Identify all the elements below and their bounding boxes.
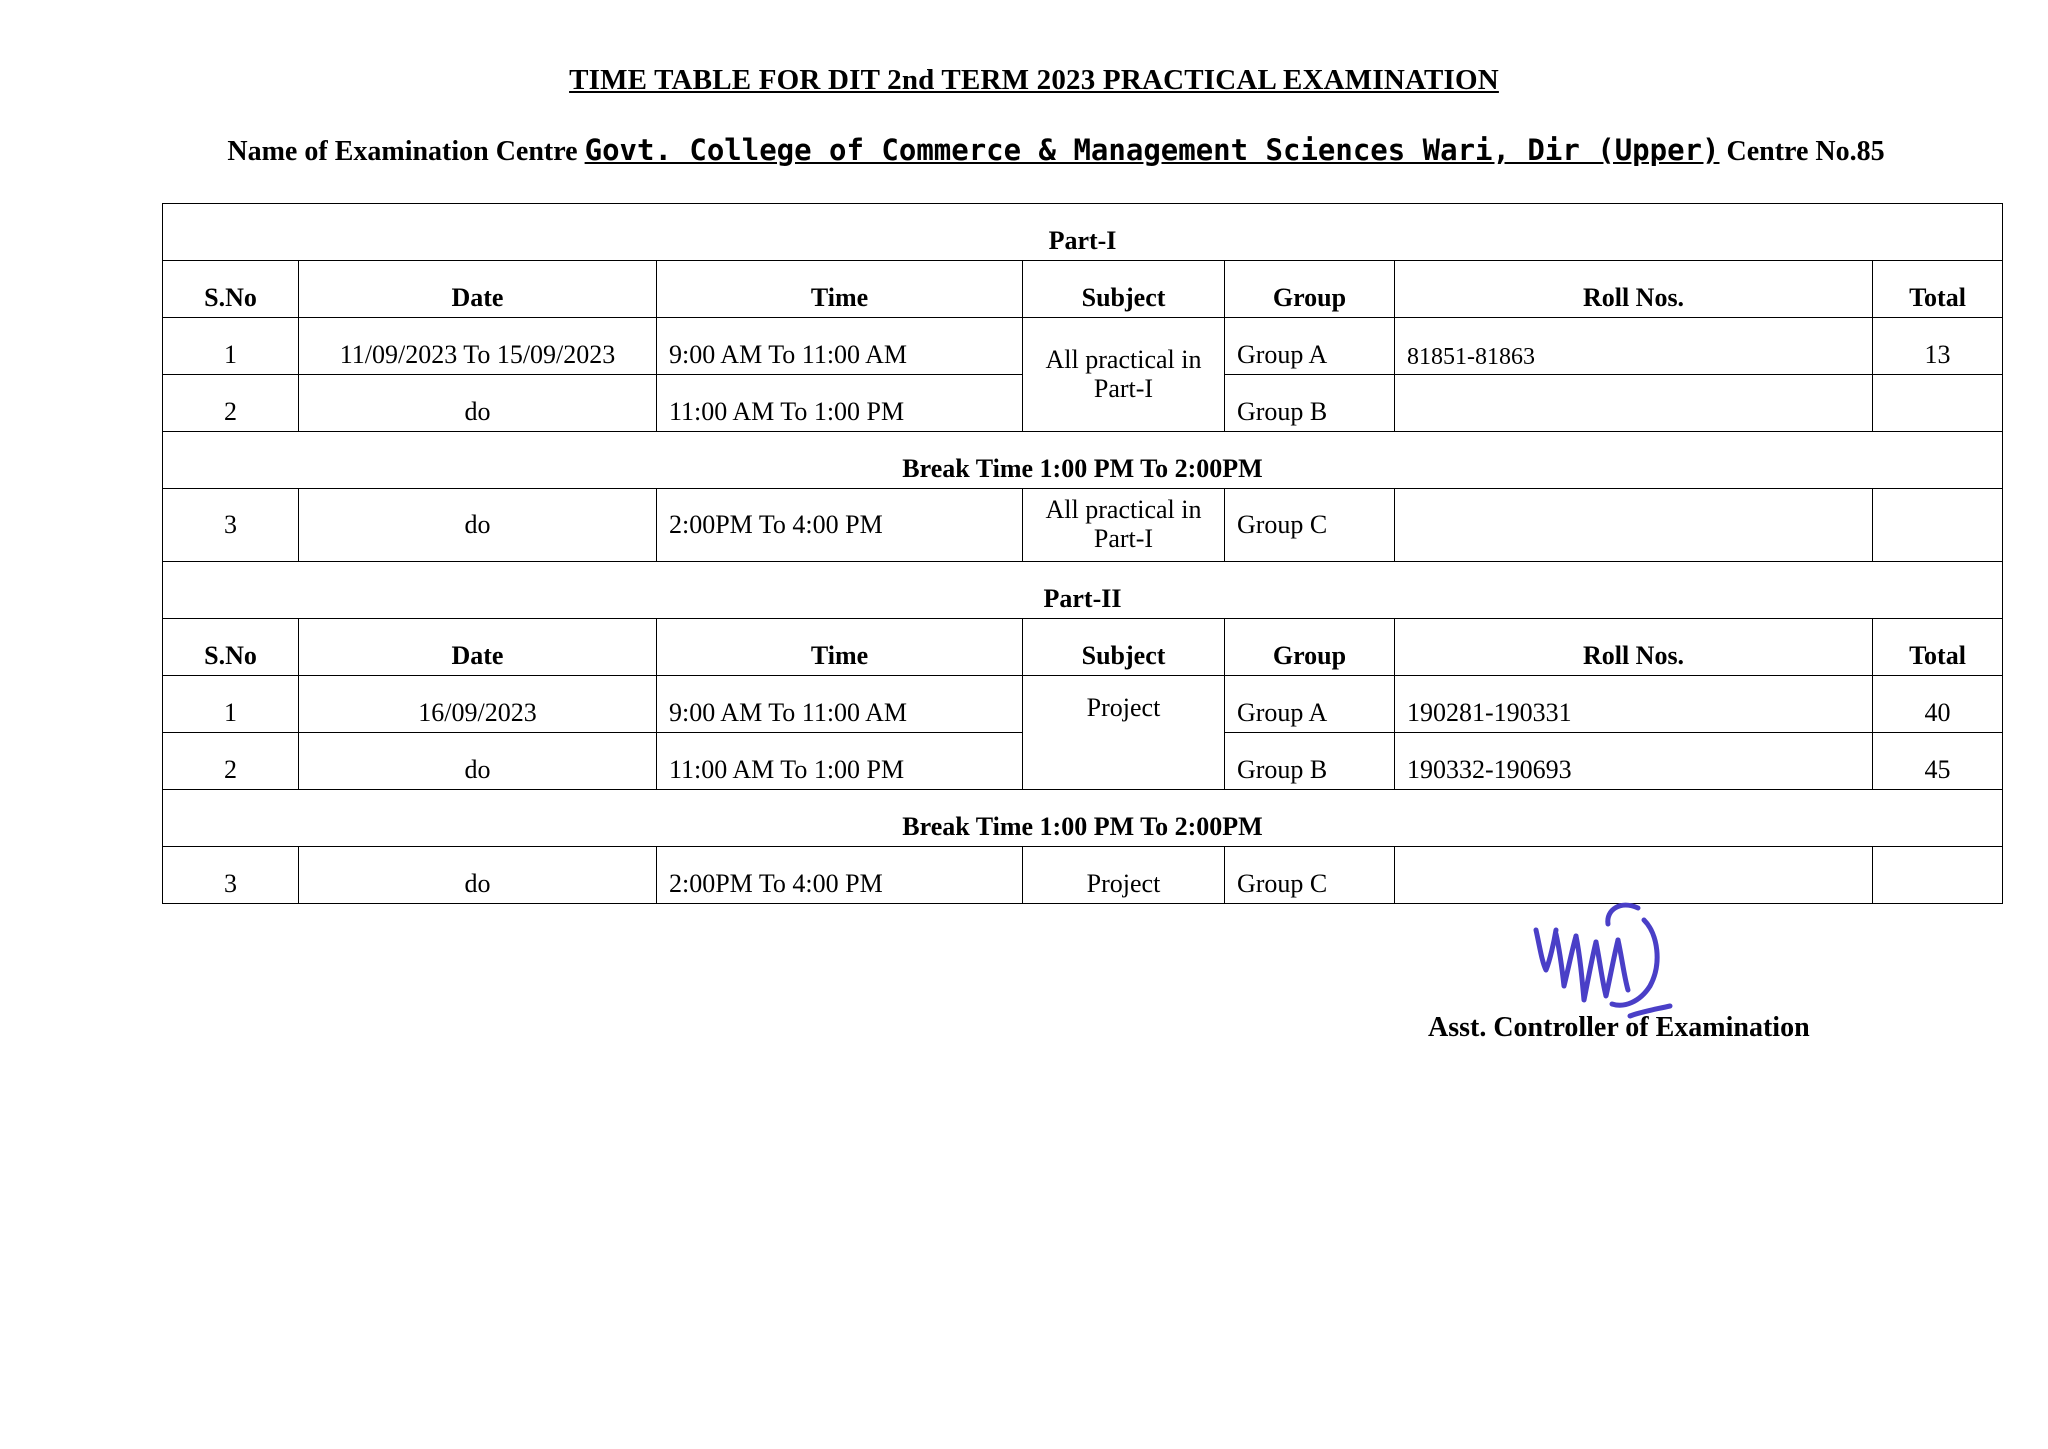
signature-mark	[1520, 890, 1700, 1030]
document-title: TIME TABLE FOR DIT 2nd TERM 2023 PRACTICAL EXAMINATION	[569, 64, 1499, 96]
cell-total	[1873, 847, 2003, 904]
col-header-roll: Roll Nos.	[1395, 261, 1873, 318]
cell-date: do	[299, 375, 657, 432]
cell-subject: Project	[1023, 847, 1225, 904]
table-row	[163, 489, 2003, 562]
cell-group: Group C	[1225, 489, 1395, 562]
col-header-subject: Subject	[1023, 261, 1225, 318]
break-row	[163, 790, 2003, 847]
timetable	[162, 203, 2003, 904]
cell-total	[1873, 489, 2003, 562]
cell-roll	[1395, 489, 1873, 562]
col-header-date: Date	[299, 261, 657, 318]
cell-total	[1873, 375, 2003, 432]
signature-title: Asst. Controller of Examination	[1428, 1012, 1810, 1043]
cell-sno: 3	[163, 489, 299, 562]
part2-header-row	[163, 619, 2003, 676]
cell-total: 45	[1873, 733, 2003, 790]
cell-sno: 3	[163, 847, 299, 904]
col-header-time: Time	[657, 261, 1023, 318]
col-header-total: Total	[1873, 619, 2003, 676]
cell-group: Group B	[1225, 375, 1395, 432]
cell-roll: 81851-81863	[1395, 318, 1873, 375]
cell-date: 11/09/2023 To 15/09/2023	[299, 318, 657, 375]
col-header-group: Group	[1225, 261, 1395, 318]
cell-sno: 1	[163, 318, 299, 375]
cell-roll	[1395, 375, 1873, 432]
col-header-subject: Subject	[1023, 619, 1225, 676]
col-header-sno: S.No	[163, 261, 299, 318]
col-header-total: Total	[1873, 261, 2003, 318]
cell-date: do	[299, 733, 657, 790]
part2-heading-row	[163, 562, 2003, 619]
cell-date: do	[299, 489, 657, 562]
signature-strokes	[1536, 905, 1670, 1016]
centre-name: Govt. College of Commerce & Management Sciences Wari, Dir (Upper)	[584, 133, 1720, 167]
part1-header-row	[163, 261, 2003, 318]
part2-heading: Part-II	[163, 562, 2003, 619]
cell-roll: 190332-190693	[1395, 733, 1873, 790]
centre-number: Centre No.85	[1726, 136, 1885, 167]
cell-time: 2:00PM To 4:00 PM	[657, 489, 1023, 562]
col-header-date: Date	[299, 619, 657, 676]
cell-total: 40	[1873, 676, 2003, 733]
cell-subject: All practical in Part-I	[1023, 318, 1225, 432]
cell-sno: 2	[163, 375, 299, 432]
break-time: Break Time 1:00 PM To 2:00PM	[163, 790, 2003, 847]
col-header-roll: Roll Nos.	[1395, 619, 1873, 676]
cell-total: 13	[1873, 318, 2003, 375]
part1-heading-row	[163, 204, 2003, 261]
part1-heading: Part-I	[163, 204, 2003, 261]
centre-line	[0, 133, 2048, 168]
cell-time: 9:00 AM To 11:00 AM	[657, 318, 1023, 375]
cell-time: 2:00PM To 4:00 PM	[657, 847, 1023, 904]
break-row	[163, 432, 2003, 489]
cell-sno: 1	[163, 676, 299, 733]
table-row	[163, 318, 2003, 375]
break-time: Break Time 1:00 PM To 2:00PM	[163, 432, 2003, 489]
cell-sno: 2	[163, 733, 299, 790]
cell-time: 11:00 AM To 1:00 PM	[657, 733, 1023, 790]
centre-prefix: Name of Examination Centre	[227, 136, 578, 167]
cell-time: 9:00 AM To 11:00 AM	[657, 676, 1023, 733]
cell-subject: All practical in Part-I	[1023, 489, 1225, 562]
cell-group: Group A	[1225, 676, 1395, 733]
cell-date: 16/09/2023	[299, 676, 657, 733]
col-header-sno: S.No	[163, 619, 299, 676]
table-row	[163, 676, 2003, 733]
cell-subject: Project	[1023, 676, 1225, 790]
cell-group: Group A	[1225, 318, 1395, 375]
cell-time: 11:00 AM To 1:00 PM	[657, 375, 1023, 432]
cell-date: do	[299, 847, 657, 904]
cell-group: Group B	[1225, 733, 1395, 790]
cell-group: Group C	[1225, 847, 1395, 904]
cell-roll: 190281-190331	[1395, 676, 1873, 733]
col-header-group: Group	[1225, 619, 1395, 676]
col-header-time: Time	[657, 619, 1023, 676]
